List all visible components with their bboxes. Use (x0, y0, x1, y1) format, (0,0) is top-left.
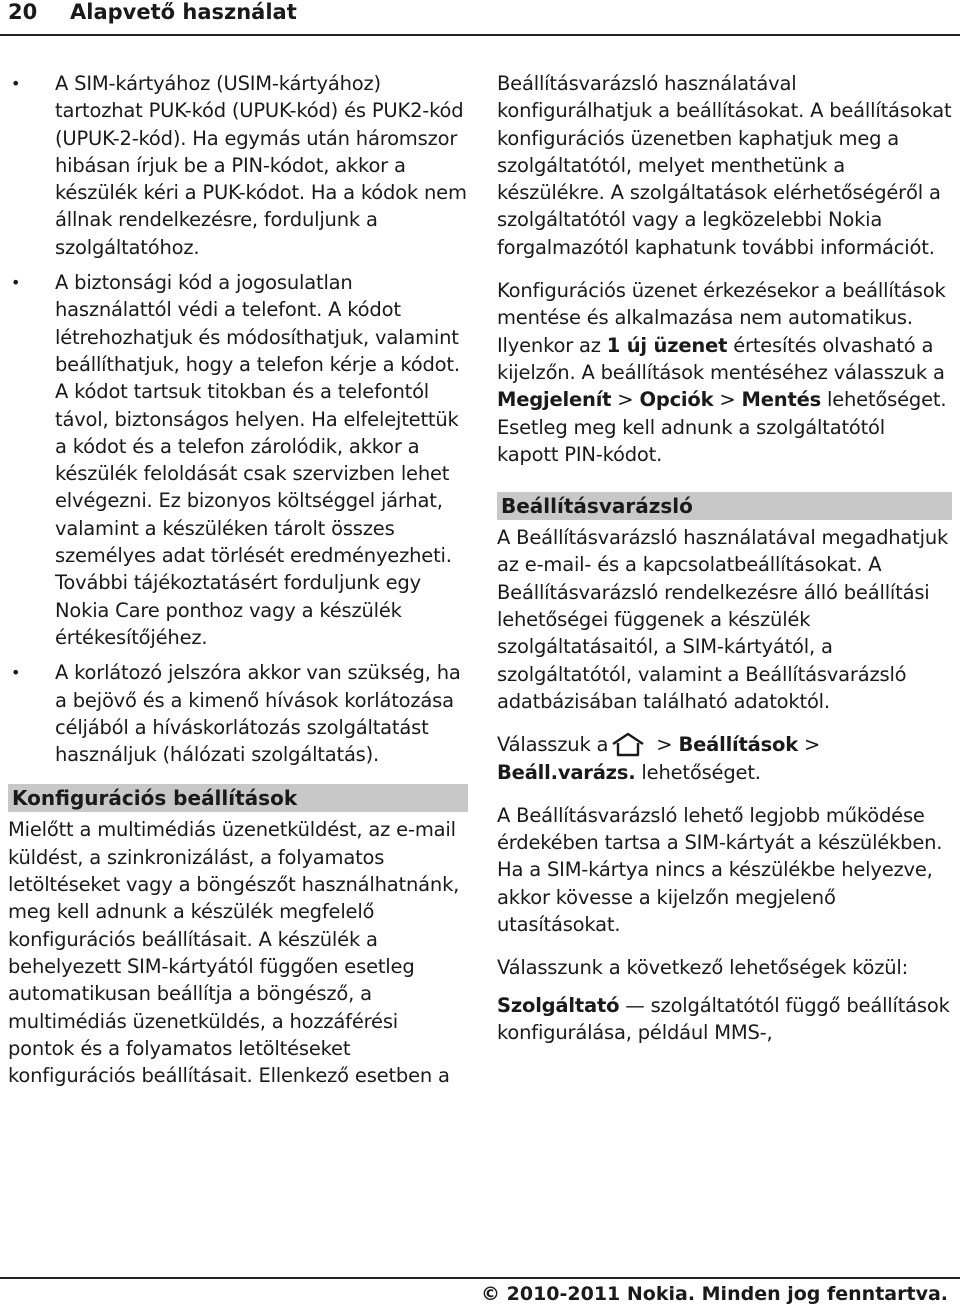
paragraph-wizard-path: Válasszuk a > Beállítások > Beáll.varázs. lehetőséget. (497, 733, 821, 784)
bullet-icon: • (11, 273, 21, 293)
paragraph-wizard-description: A Beállításvarázsló használatával megadhatjuk az e-mail- és a kapcsolatbeállításokat. A Beállításvarázsló rendelkezésre álló beállítási lehetőségei függenek a készülék szolgáltatásaitól, a SIM-kártyától, a szolgáltatótól, valamint a Beállításvarázsló adatbázisában található adatoktól. (497, 526, 949, 713)
new-message-label: 1 új üzenet (606, 333, 728, 357)
page-header (0, 0, 960, 36)
section-heading-wizard: Beállításvarázsló (497, 492, 952, 520)
left-column (8, 70, 468, 1089)
paragraph-choose-options: Válasszunk a következő lehetőségek közül: (497, 956, 909, 980)
option-operator: Szolgáltató (497, 993, 620, 1017)
menu-wizard: Beáll.varázs. (497, 760, 636, 784)
bullet-icon: • (11, 663, 21, 683)
home-icon (610, 731, 646, 757)
copyright: © 2010-2011 Nokia. Minden jog fenntartva. (481, 1283, 948, 1305)
list-item-text: A biztonsági kód a jogosulatlan használattól védi a telefont. A kódot létrehozhatjuk és módosíthatjuk, valamint beállíthatjuk, hogy a telefon kérje a kódot. A kódot tartsuk titokban és a telefontól távol, biztonságos helyen. Ha elfelejtettük a kódot és a telefon zárolódik, akkor a készülék feloldását csak szervizben lehet elvégezni. Ez bizonyos költséggel járhat, valamint a készüléken tárolt összes személyes adat törlését eredményezheti. További tájékoztatásért forduljunk egy Nokia Care ponthoz vagy a készülék értékesítőjéhez. (55, 271, 460, 649)
list-item-text: A korlátozó jelszóra akkor van szükség, ha a bejövő és a kimenő hívások korlátozása céljából a híváskorlátozás szolgáltatást használjuk (hálózati szolgáltatás). (55, 661, 461, 767)
page-number: 20 (8, 0, 38, 24)
menu-save: Mentés (741, 388, 821, 412)
section-heading-configuration: Konfigurációs beállítások (8, 784, 468, 812)
menu-settings: Beállítások (678, 733, 798, 757)
menu-show: Megjelenít (497, 388, 612, 412)
list-item-text: A SIM-kártyához (USIM-kártyához) tartozhat PUK-kód (UPUK-kód) és PUK2-kód (UPUK-2-kód). Ha egymás után háromszor hibásan írjuk be a PIN-kódot, akkor a készülék kéri a PUK-kódot. Ha a kódok nem állnak rendelkezésre, forduljunk a szolgáltatóhoz. (55, 72, 467, 259)
right-column (497, 70, 952, 1046)
page-title: Alapvető használat (70, 0, 297, 24)
page-footer (0, 1277, 960, 1305)
paragraph-configuration: Mielőtt a multimédiás üzenetküldést, az e-mail küldést, a szinkronizálást, a folyamatos letöltéseket vagy a böngészőt használhatnánk, meg kell adnunk a készülék megfelelő konfigurációs beállításait. A készülék a behelyezett SIM-kártyától függően esetleg automatikusan beállítja a böngésző, a multimédiás üzenetküldés, a hozzáférési pontok és a folyamatos letöltéseket konfigurációs beállításait. Ellenkező esetben a (8, 818, 460, 1088)
paragraph-config-message: Konfigurációs üzenet érkezésekor a beállítások mentése és alkalmazása nem automatikus. Ilyenkor az 1 új üzenet értesítés olvasható a kijelzőn. A beállítások mentéséhez válasszuk a Megjelenít > Opciók > Mentés lehetőséget. Esetleg meg kell adnunk a szolgáltatótól kapott PIN-kódot. (497, 279, 947, 466)
list-item (8, 659, 468, 768)
paragraph-wizard-sim: A Beállításvarázsló lehető legjobb működése érdekében tartsa a SIM-kártyát a készülékben. Ha a SIM-kártya nincs a készülékbe helyezve, akkor kövesse a kijelzőn megjelenő utasításokat. (497, 803, 943, 937)
paragraph-wizard-intro: Beállításvarázsló használatával konfigurálhatjuk a beállításokat. A beállításokat konfigurációs üzenetben kaphatjuk meg a szolgáltatótól, melyet menthetünk a készülékre. A szolgáltatások elérhetőségéről a szolgáltatótól vagy a legközelebbi Nokia forgalmazótól kaphatunk további információt. (497, 72, 952, 259)
menu-options: Opciók (639, 388, 714, 412)
bullet-list (8, 70, 468, 768)
list-item (8, 269, 468, 651)
bullet-icon: • (11, 74, 21, 93)
paragraph-operator-option: Szolgáltató — szolgáltatótól függő beállítások konfigurálása, például MMS-, (497, 993, 950, 1044)
list-item (8, 70, 468, 261)
